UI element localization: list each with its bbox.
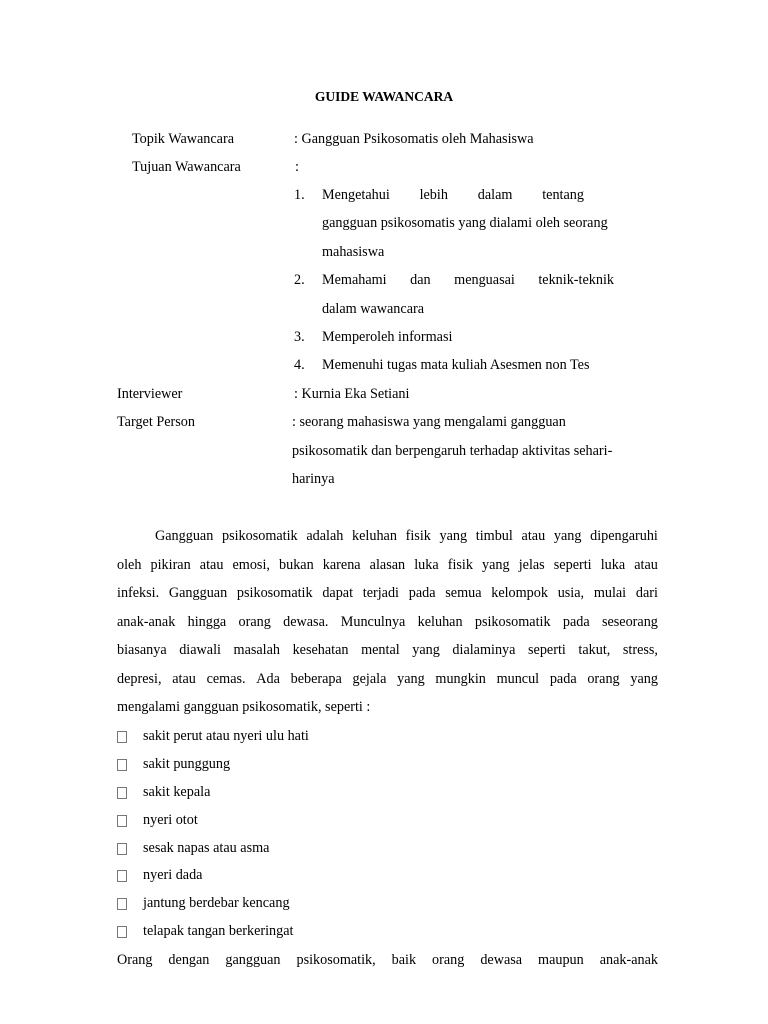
word: dewasa: [480, 952, 523, 968]
topik-label: Topik Wawancara: [132, 131, 234, 147]
tujuan-label: Tujuan Wawancara: [132, 159, 241, 175]
target-value-line: : seorang mahasiswa yang mengalami gangguan: [292, 414, 566, 430]
word: jelas: [518, 557, 545, 573]
word: mental: [361, 642, 400, 658]
word: biasanya: [117, 642, 167, 658]
bullet-box-icon: [117, 870, 127, 882]
word: psikosomatik: [221, 528, 298, 544]
bullet-box-icon: [117, 731, 127, 743]
word: kelompok: [491, 585, 548, 601]
word: seperti: [528, 642, 566, 658]
bullet-box-icon: [117, 843, 127, 855]
word: diawali: [179, 642, 221, 658]
symptom-text: sakit perut atau nyeri ulu hati: [143, 728, 309, 744]
word: psikosomatik: [236, 585, 313, 601]
word: masalah: [233, 642, 281, 658]
word: pada: [408, 585, 436, 601]
tujuan-item-line: [322, 271, 614, 289]
symptom-text: nyeri otot: [143, 812, 198, 828]
word: orang: [238, 614, 271, 630]
paragraph-line: [155, 527, 658, 545]
word: Munculnya: [340, 614, 406, 630]
word: muncul: [496, 671, 540, 687]
bullet-box-icon: [117, 787, 127, 799]
word: dalam: [477, 187, 513, 203]
word: mungkin: [435, 671, 486, 687]
word: atau: [172, 671, 196, 687]
interviewer-value: : Kurnia Eka Setiani: [294, 386, 410, 402]
word: semua: [445, 585, 482, 601]
paragraph-line: [117, 584, 658, 602]
word: fisik: [447, 557, 473, 573]
word: luka: [414, 557, 439, 573]
target-value-line: harinya: [292, 471, 335, 487]
word: terjadi: [362, 585, 400, 601]
paragraph-line: [117, 641, 658, 659]
tujuan-item-line: mahasiswa: [322, 244, 385, 260]
word: tentang: [542, 187, 584, 203]
word: yang: [553, 528, 582, 544]
word: seseorang: [601, 614, 658, 630]
tujuan-colon: :: [295, 159, 299, 175]
word: dewasa.: [283, 614, 329, 630]
word: luka: [600, 557, 626, 573]
word: Mengetahui: [322, 187, 390, 203]
word: atau: [634, 557, 658, 573]
word: menguasai: [454, 272, 515, 288]
topik-value: : Gangguan Psikosomatis oleh Mahasiswa: [294, 131, 534, 147]
paragraph-line: [117, 951, 658, 969]
symptom-text: sesak napas atau asma: [143, 840, 270, 856]
word: karena: [322, 557, 361, 573]
paragraph-line: [117, 670, 658, 688]
symptom-text: nyeri dada: [143, 867, 203, 883]
tujuan-item-line: Memperoleh informasi: [322, 329, 453, 345]
word: dari: [635, 585, 658, 601]
word: lebih: [419, 187, 448, 203]
word: seperti: [553, 557, 592, 573]
word: teknik-teknik: [538, 272, 614, 288]
word: timbul: [475, 528, 513, 544]
word: mulai: [593, 585, 627, 601]
word: Gangguan: [168, 585, 228, 601]
word: keluhan: [352, 528, 397, 544]
word: Orang: [117, 952, 153, 968]
word: dan: [410, 272, 431, 288]
tujuan-item-line: gangguan psikosomatis yang dialami oleh seorang: [322, 215, 608, 231]
bullet-box-icon: [117, 759, 127, 771]
word: dipengaruhi: [590, 528, 658, 544]
word: yang: [412, 642, 440, 658]
word: stress,: [622, 642, 658, 658]
tujuan-number: 2.: [294, 272, 305, 288]
tujuan-item-line: [322, 186, 584, 204]
tujuan-item-line: Memenuhi tugas mata kuliah Asesmen non Tes: [322, 357, 590, 373]
symptom-text: jantung berdebar kencang: [143, 895, 290, 911]
page-title: GUIDE WAWANCARA: [314, 89, 454, 104]
target-value-line: psikosomatik dan berpengaruh terhadap aktivitas sehari-: [292, 443, 613, 459]
paragraph-line: mengalami gangguan psikosomatik, seperti :: [117, 699, 371, 715]
tujuan-number: 1.: [294, 187, 305, 203]
word: atau: [521, 528, 546, 544]
word: psikosomatik,: [296, 952, 376, 968]
word: bukan: [279, 557, 314, 573]
word: pada: [549, 671, 577, 687]
bullet-box-icon: [117, 926, 127, 938]
word: hingga: [187, 614, 227, 630]
tujuan-number: 3.: [294, 329, 305, 345]
word: yang: [397, 671, 425, 687]
target-label: Target Person: [117, 414, 195, 430]
word: kesehatan: [292, 642, 349, 658]
word: orang: [432, 952, 465, 968]
word: anak-anak: [117, 614, 176, 630]
word: atau: [199, 557, 224, 573]
word: anak-anak: [599, 952, 658, 968]
word: gejala: [352, 671, 387, 687]
paragraph-line: [117, 556, 658, 574]
word: keluhan: [417, 614, 463, 630]
bullet-box-icon: [117, 898, 127, 910]
word: psikosomatik: [474, 614, 551, 630]
word: orang: [587, 671, 620, 687]
word: emosi,: [232, 557, 270, 573]
paragraph-line: [117, 613, 658, 631]
tujuan-number: 4.: [294, 357, 305, 373]
word: gangguan: [225, 952, 281, 968]
word: Memahami: [322, 272, 387, 288]
symptom-text: sakit kepala: [143, 784, 211, 800]
symptom-text: sakit punggung: [143, 756, 231, 772]
word: alasan: [369, 557, 406, 573]
word: oleh: [117, 557, 142, 573]
word: maupun: [538, 952, 584, 968]
word: cemas.: [206, 671, 246, 687]
word: yang: [439, 528, 468, 544]
interviewer-label: Interviewer: [117, 386, 183, 402]
word: dialaminya: [452, 642, 516, 658]
word: usia,: [557, 585, 585, 601]
word: fisik: [405, 528, 431, 544]
symptom-text: telapak tangan berkeringat: [143, 923, 294, 939]
word: infeksi.: [117, 585, 160, 601]
tujuan-item-line: dalam wawancara: [322, 301, 425, 317]
word: dengan: [168, 952, 210, 968]
word: Ada: [256, 671, 280, 687]
word: Gangguan: [155, 528, 214, 544]
word: pada: [562, 614, 590, 630]
word: pikiran: [150, 557, 191, 573]
bullet-box-icon: [117, 815, 127, 827]
word: yang: [482, 557, 510, 573]
word: depresi,: [117, 671, 162, 687]
word: baik: [391, 952, 417, 968]
word: yang: [630, 671, 658, 687]
word: dapat: [322, 585, 354, 601]
word: beberapa: [290, 671, 342, 687]
word: takut,: [578, 642, 611, 658]
word: adalah: [306, 528, 344, 544]
